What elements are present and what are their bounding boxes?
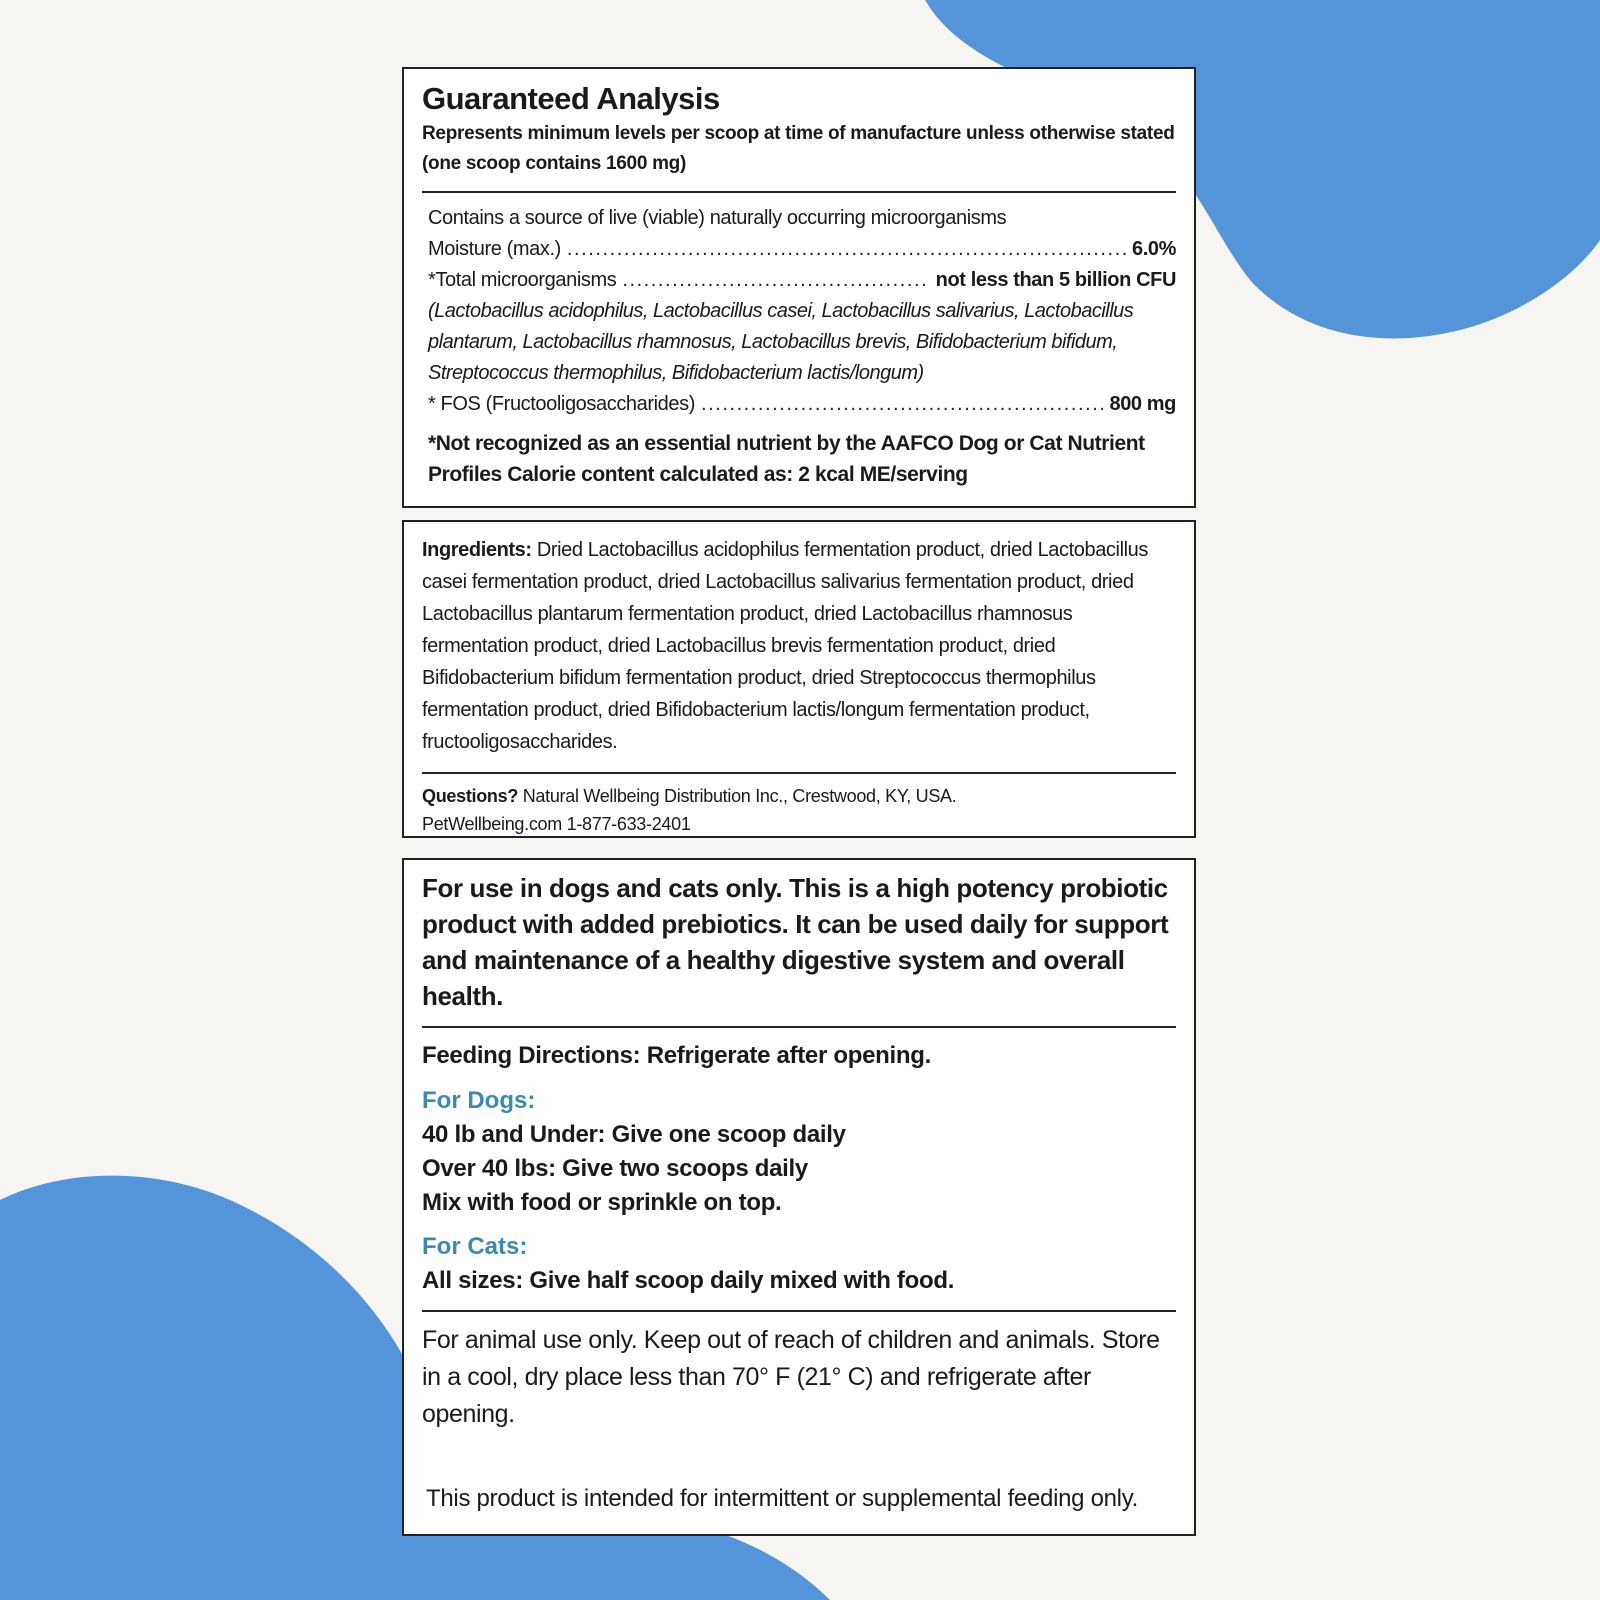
analysis-row-fos — [422, 389, 1176, 420]
row-label: *Total microorganisms — [428, 269, 617, 291]
row-value: not less than 5 billion CFU — [935, 269, 1176, 291]
dogs-heading: For Dogs: — [422, 1087, 536, 1114]
dot-leader — [567, 234, 1126, 265]
divider — [422, 1310, 1176, 1312]
row-label: Moisture (max.) — [428, 238, 561, 260]
row-value: 6.0% — [1132, 238, 1176, 260]
row-label: * FOS (Fructooligosaccharides) — [428, 393, 695, 415]
feeding-directions: Feeding Directions: Refrigerate after opening. — [422, 1042, 931, 1069]
ingredients-box — [402, 520, 1196, 838]
dot-leader — [701, 389, 1103, 420]
ingredients-paragraph — [422, 534, 1176, 758]
feeding-disclaimer: This product is intended for intermittent or supplemental feeding only. — [426, 1485, 1138, 1512]
dogs-line-1: 40 lb and Under: Give one scoop daily — [422, 1121, 846, 1148]
questions-label: Questions? — [422, 786, 519, 806]
cats-line: All sizes: Give half scoop daily mixed with food. — [422, 1267, 955, 1294]
questions-line — [422, 782, 1176, 810]
species-list: (Lactobacillus acidophilus, Lactobacillus casei, Lactobacillus salivarius, Lactobacillus plantarum, Lactobacillus rhamnosus, Lactobacillus brevis, Bifidobacterium bifidum, Streptococcus thermophilus, Bifidobacterium lactis/longum) — [428, 300, 1134, 384]
divider — [422, 1026, 1176, 1028]
dogs-line-2: Over 40 lbs: Give two scoops daily — [422, 1155, 808, 1182]
questions-text: Natural Wellbeing Distribution Inc., Crestwood, KY, USA. — [522, 786, 957, 806]
dot-leader — [622, 265, 929, 296]
directions-box — [402, 858, 1196, 1536]
divider — [422, 191, 1176, 193]
analysis-intro: Contains a source of live (viable) naturally occurring microorganisms — [428, 207, 1007, 229]
analysis-row-microorganisms — [422, 265, 1176, 296]
ingredients-label: Ingredients: — [422, 539, 532, 561]
aafco-note: *Not recognized as an essential nutrient by the AAFCO Dog or Cat Nutrient Profiles Calorie content calculated as: 2 kcal ME/serving — [428, 432, 1145, 486]
guaranteed-analysis-box — [402, 67, 1196, 508]
cats-heading: For Cats: — [422, 1233, 528, 1260]
ingredients-text: Dried Lactobacillus acidophilus fermentation product, dried Lactobacillus casei fermentation product, dried Lactobacillus salivarius fermentation product, dried Lactobacillus plantarum fermentation product, dried Lactobacillus rhamnosus fermentation product, dried Lactobacillus brevis fermentation product, dried Bifidobacterium bifidum fermentation product, dried Streptococcus thermophilus fermentation product, dried Bifidobacterium lactis/longum fermentation product, fructooligosaccharides. — [422, 539, 1148, 753]
analysis-title: Guaranteed Analysis — [422, 81, 720, 116]
analysis-subtitle: Represents minimum levels per scoop at time of manufacture unless otherwise stated (one scoop contains 1600 mg) — [422, 123, 1175, 174]
row-value: 800 mg — [1109, 393, 1176, 415]
divider — [422, 772, 1176, 774]
storage-warning: For animal use only. Keep out of reach of children and animals. Store in a cool, dry place less than 70° F (21° C) and refrigerate after opening. — [422, 1326, 1160, 1428]
analysis-row-moisture — [422, 234, 1176, 265]
product-description: For use in dogs and cats only. This is a high potency probiotic product with added prebiotics. It can be used daily for support and maintenance of a healthy digestive system and overall health. — [422, 873, 1169, 1011]
dogs-line-3: Mix with food or sprinkle on top. — [422, 1189, 782, 1216]
contact-line: PetWellbeing.com 1-877-633-2401 — [422, 814, 691, 834]
